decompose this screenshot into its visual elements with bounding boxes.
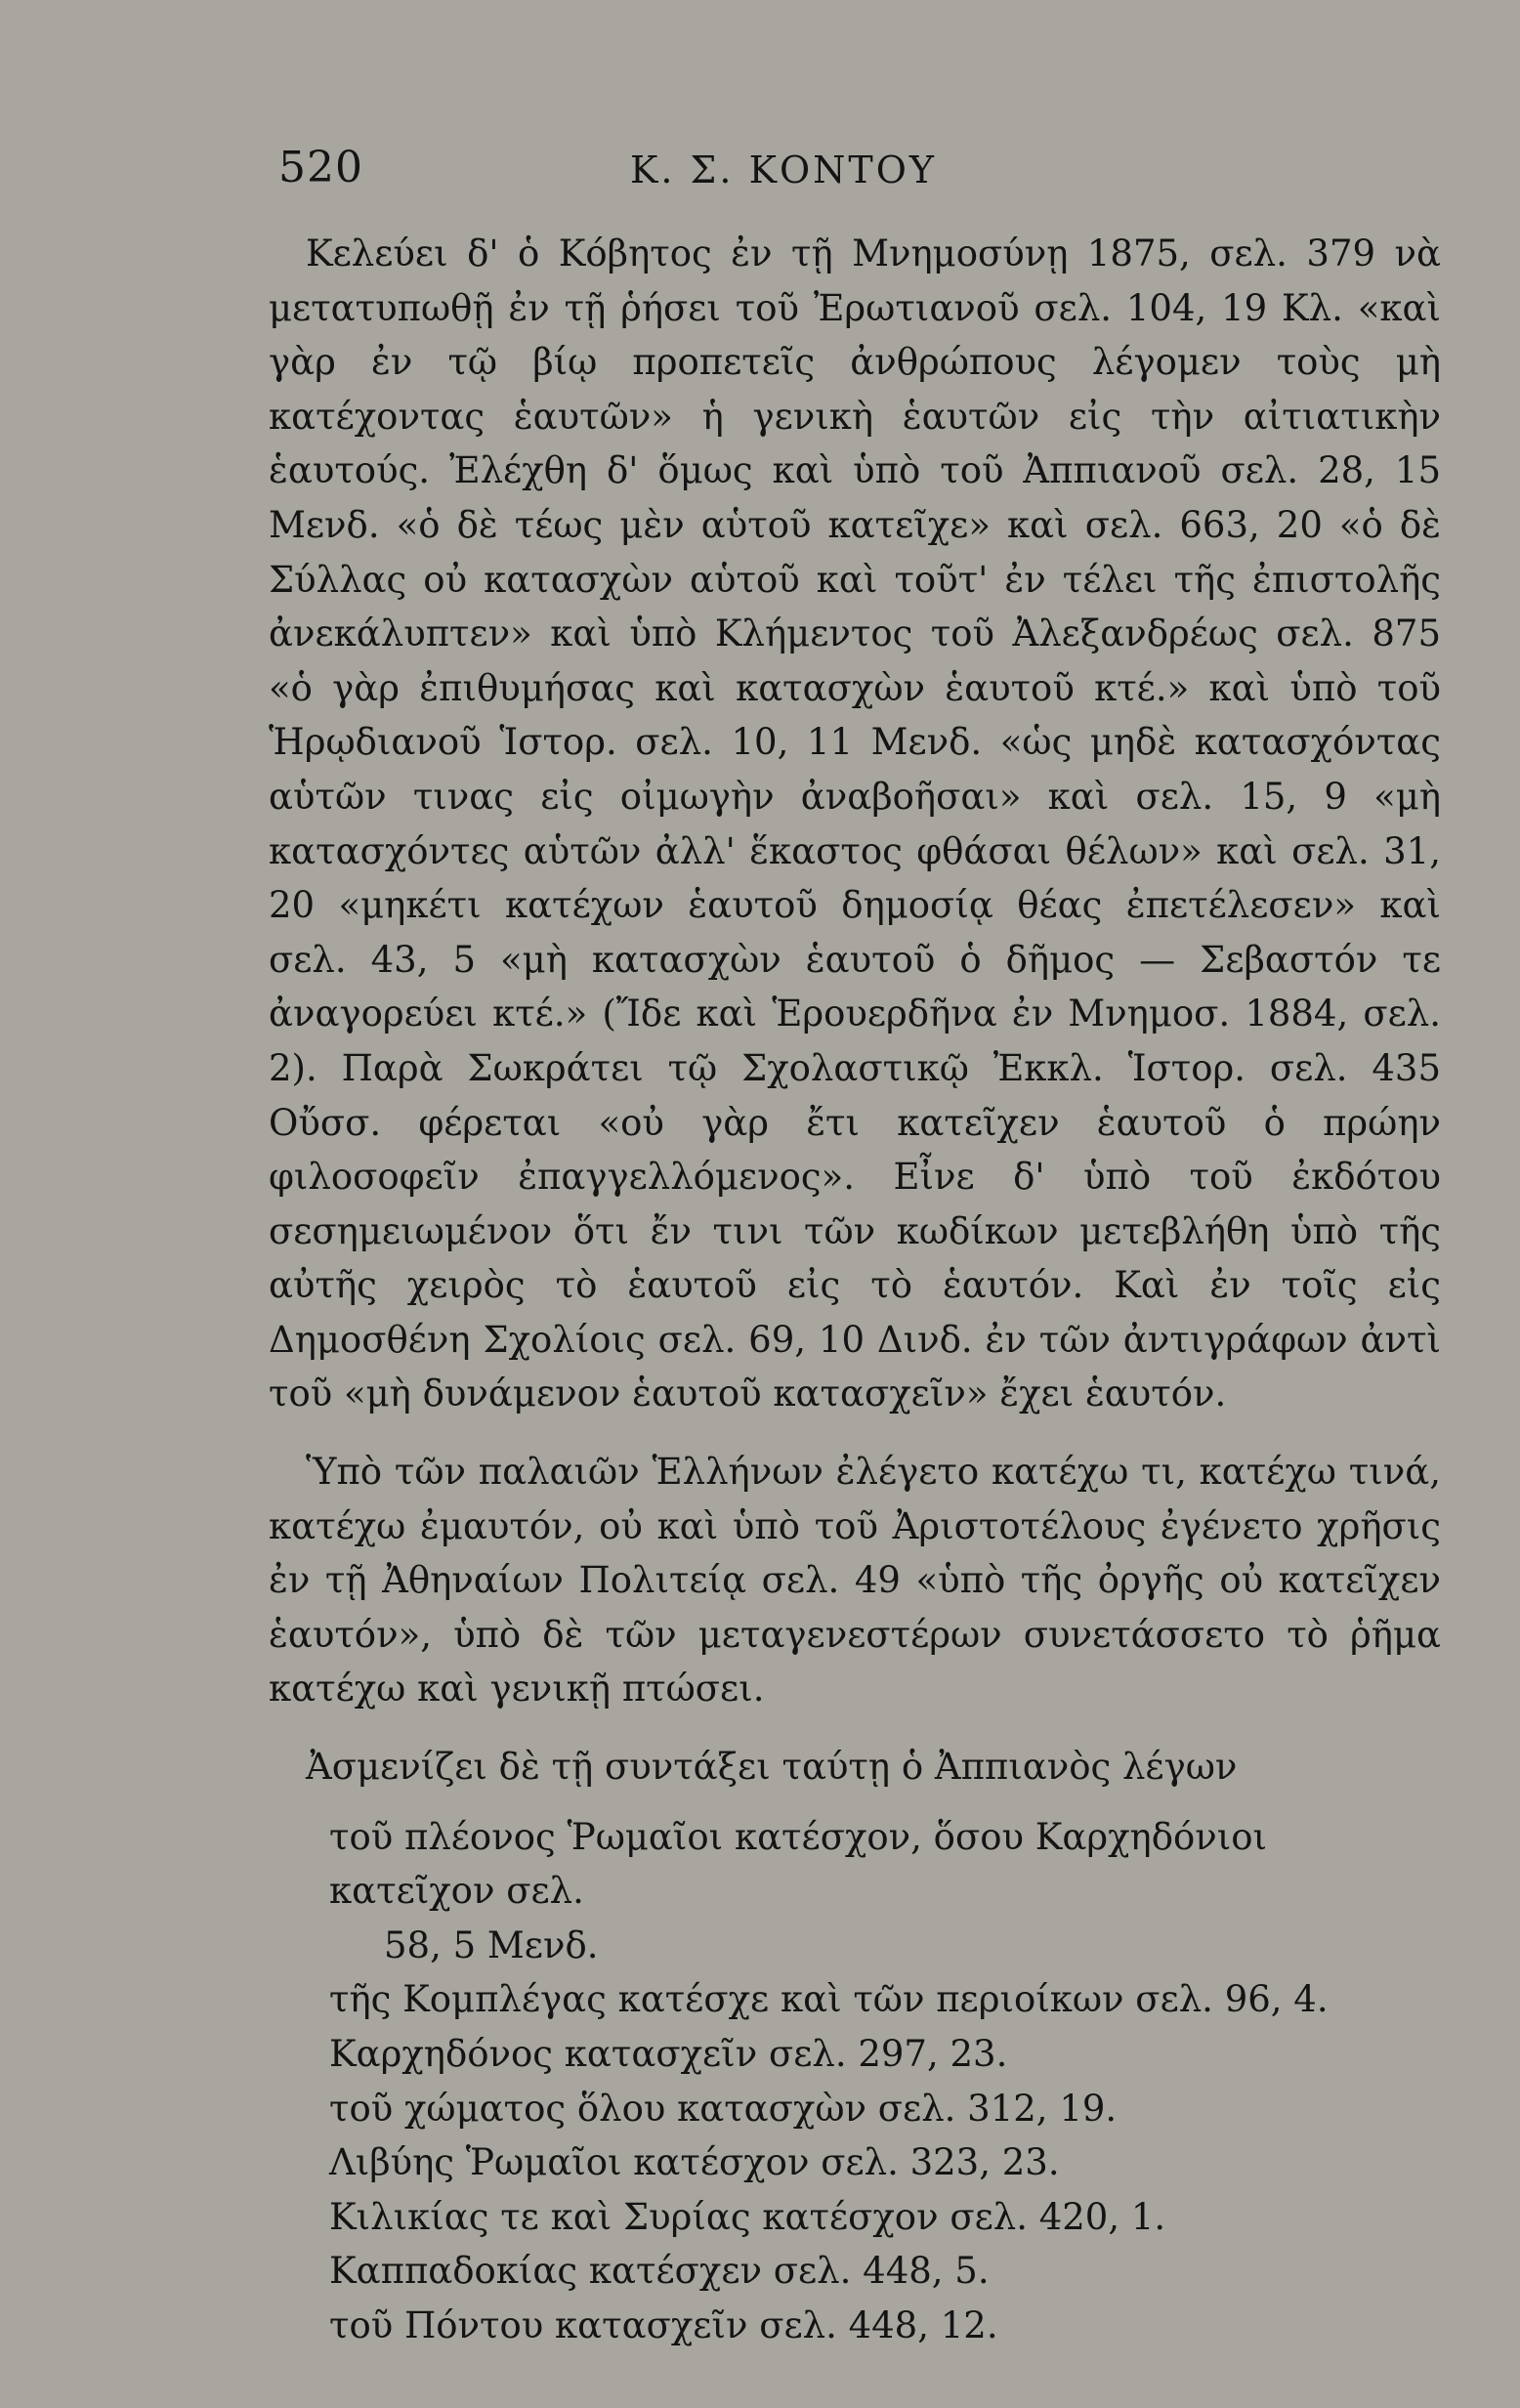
running-title: Κ. Σ. ΚΟΝΤΟΥ bbox=[630, 148, 937, 191]
quote-line: Λιβύης Ῥωμαῖοι κατέσχον σελ. 323, 23. bbox=[329, 2141, 1060, 2184]
quote-line: Καρχηδόνος κατασχεῖν σελ. 297, 23. bbox=[329, 2033, 1008, 2075]
quote-line: Καππαδοκίας κατέσχεν σελ. 448, 5. bbox=[329, 2250, 990, 2293]
body-text bbox=[269, 227, 1441, 2353]
paragraph-3: Ἀσμενίζει δὲ τῇ συντάξει ταύτῃ ὁ Ἀππιανὸς λέγων bbox=[306, 1746, 1238, 1789]
quote-line: 58, 5 Μενδ. bbox=[384, 1923, 599, 1966]
paragraph-1: Κελεύει δ' ὁ Κόβητος ἐν τῇ Μνημοσύνῃ 1875, σελ. 379 νὰ μετατυπωθῇ ἐν τῇ ῥήσει τοῦ Ἐρωτιανοῦ σελ. 104, 19 Κλ. «καὶ γὰρ ἐν τῷ βίῳ προπετεῖς ἀνθρώπους λέγομεν τοὺς μὴ κατέχοντας ἑαυτῶν» ἡ γενικὴ ἑαυτῶν εἰς τὴν αἰτιατικὴν ἑαυτούς. Ἐλέχθη δ' ὅμως καὶ ὑπὸ τοῦ Ἀππιανοῦ σελ. 28, 15 Μενδ. «ὁ δὲ τέως μὲν αὑτοῦ κατεῖχε» καὶ σελ. 663, 20 «ὁ δὲ Σύλλας οὐ κατασχὼν αὑτοῦ καὶ τοῦτ' ἐν τέλει τῆς ἐπιστολῆς ἀνεκάλυπτεν» καὶ ὑπὸ Κλήμεντος τοῦ Ἀλεξανδρέως σελ. 875 «ὁ γὰρ ἐπιθυμήσας καὶ κατασχὼν ἑαυτοῦ κτέ.» καὶ ὑπὸ τοῦ Ἡρῳδιανοῦ Ἱστορ. σελ. 10, 11 Μενδ. «ὡς μηδὲ κατασχόντας αὑτῶν τινας εἰς οἰμωγὴν ἀναβοῆσαι» καὶ σελ. 15, 9 «μὴ κατασχόντες αὑτῶν ἀλλ' ἕκαστος φθάσαι θέλων» καὶ σελ. 31, 20 «μηκέτι κατέχων ἑαυτοῦ δημοσίᾳ θέας ἐπετέλεσεν» καὶ σελ. 43, 5 «μὴ κατασχὼν ἑαυτοῦ ὁ δῆμος — Σεβαστόν τε ἀναγορεύει κτέ.» (Ἴδε καὶ Ἑρουερδῆνα ἐν Μνημοσ. 1884, σελ. 2). Παρὰ Σωκράτει τῷ Σχολαστικῷ Ἐκκλ. Ἱστορ. σελ. 435 Οὔσσ. φέρεται «οὐ γὰρ ἔτι κατεῖχεν ἑαυτοῦ ὁ πρώην φιλοσοφεῖν ἐπαγγελλόμενος». Εἶνε δ' ὑπὸ τοῦ ἐκδότου σεσημειωμένον ὅτι ἔν τινι τῶν κωδίκων μετεβλήθη ὑπὸ τῆς αὐτῆς χειρὸς τὸ ἑαυτοῦ εἰς τὸ ἑαυτόν. Καὶ ἐν τοῖς εἰς Δημοσθένη Σχολίοις σελ. 69, 10 Δινδ. ἐν τῶν ἀντιγράφων ἀντὶ τοῦ «μὴ δυνάμενον ἑαυτοῦ κατασχεῖν» ἔχει ἑαυτόν. bbox=[269, 232, 1441, 1415]
quote-list bbox=[269, 1810, 1441, 2353]
quote-line: Κιλικίας τε καὶ Συρίας κατέσχον σελ. 420, 1. bbox=[329, 2195, 1166, 2238]
quote-line: τοῦ πλέονος Ῥωμαῖοι κατέσχον, ὅσου Καρχηδόνιοι κατεῖχον σελ. bbox=[329, 1815, 1268, 1913]
page-header bbox=[278, 143, 1430, 197]
quote-line: τῆς Κομπλέγας κατέσχε καὶ τῶν περιοίκων σελ. 96, 4. bbox=[329, 1978, 1329, 2021]
page-number: 520 bbox=[278, 143, 363, 192]
quote-line: τοῦ Πόντου κατασχεῖν σελ. 448, 12. bbox=[329, 2303, 998, 2346]
paragraph-2: Ὑπὸ τῶν παλαιῶν Ἑλλήνων ἐλέγετο κατέχω τι, κατέχω τινά, κατέχω ἐμαυτόν, οὐ καὶ ὑπὸ τοῦ Ἀριστοτέλους ἐγένετο χρῆσις ἐν τῇ Ἀθηναίων Πολιτείᾳ σελ. 49 «ὑπὸ τῆς ὀργῆς οὐ κατεῖχεν ἑαυτόν», ὑπὸ δὲ τῶν μεταγενεστέρων συνετάσσετο τὸ ῥῆμα κατέχω καὶ γενικῇ πτώσει. bbox=[269, 1451, 1441, 1711]
quote-line: τοῦ χώματος ὅλου κατασχὼν σελ. 312, 19. bbox=[329, 2087, 1118, 2130]
